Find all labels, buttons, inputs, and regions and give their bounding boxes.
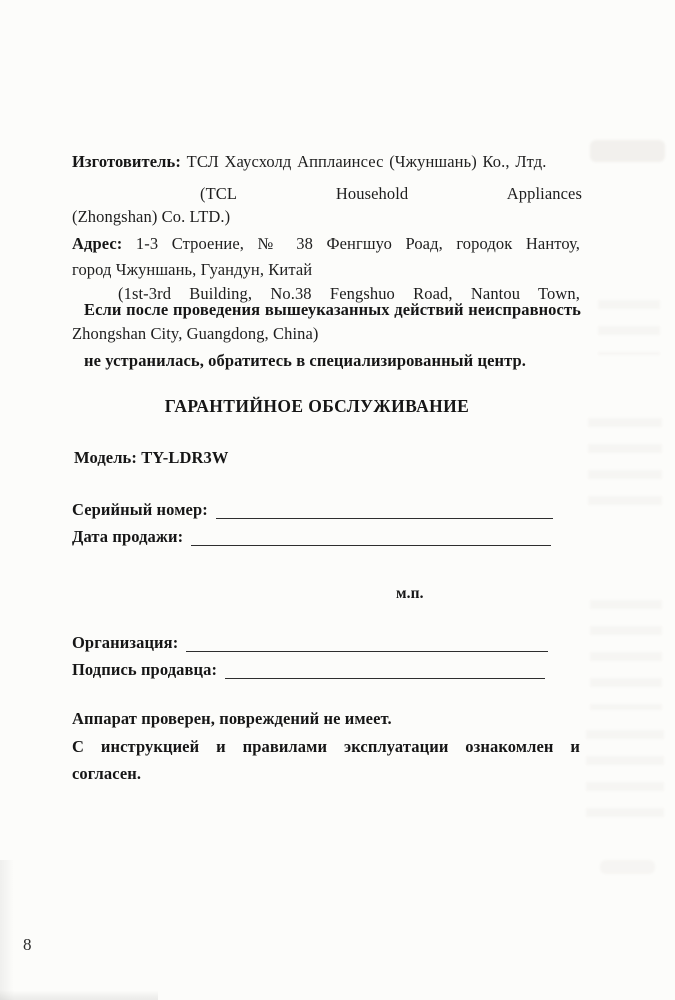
scan-edge-shading-bottom — [0, 990, 158, 1000]
sale-date-blank-line — [191, 524, 551, 546]
scan-artifact-bleed-right-3 — [590, 600, 662, 710]
agreement-line-1: С инструкцией и правилами эксплуатации ознакомлен и — [72, 737, 580, 756]
serial-number-blank-line — [216, 497, 553, 519]
model-label: Модель: — [74, 448, 142, 467]
organization-row — [72, 630, 548, 656]
organization-blank-line — [186, 630, 548, 652]
service-notice-line-2: не устранилась, обратитесь в специализированный центр. — [84, 351, 527, 370]
manufacturer-label: Изготовитель: — [72, 152, 187, 171]
address-label: Адрес: — [72, 234, 136, 253]
manufacturer-line-en-1: (TCL Household Appliances — [200, 184, 582, 203]
sale-date-row — [72, 524, 551, 550]
model-value: TY-LDR3W — [141, 448, 229, 467]
seller-signature-row — [72, 657, 545, 683]
scan-artifact-bleed-right-5 — [600, 860, 655, 874]
address-line-en-1: (1st-3rd Building, No.38 Fengshuo Road, Nantou Town, — [118, 284, 580, 303]
manufacturer-name-ru: ТСЛ Хаусхолд Апплаинсес (Чжуншань) Ко., Лтд. — [186, 152, 547, 171]
manufacturer-line-ru — [72, 149, 585, 175]
inspection-line: Аппарат проверен, повреждений не имеет. — [72, 709, 392, 728]
service-notice-line-1: Если после проведения вышеуказанных действий неисправность — [84, 300, 581, 319]
scan-artifact-bleed-right-1 — [598, 300, 660, 355]
manufacturer-line-en-2: (Zhongshan) Co. LTD.) — [72, 207, 231, 226]
address-ru-1: 1-3 Строение, № 38 Фенгшуо Роад, городок Нантоу, — [135, 234, 580, 253]
seller-signature-label: Подпись продавца: — [72, 660, 218, 679]
stamp-placeholder: м.п. — [396, 585, 424, 602]
organization-label: Организация: — [72, 633, 179, 652]
page-number: 8 — [23, 935, 32, 954]
serial-number-row — [72, 497, 553, 523]
serial-number-label: Серийный номер: — [72, 500, 208, 519]
seller-signature-blank-line — [225, 657, 545, 679]
agreement-line-2: согласен. — [72, 764, 142, 783]
address-line-en-2: Zhongshan City, Guangdong, China) — [72, 324, 319, 343]
address-line-ru-1 — [72, 231, 580, 257]
warranty-section-heading: ГАРАНТИЙНОЕ ОБСЛУЖИВАНИЕ — [164, 396, 470, 416]
scan-edge-shading-left — [0, 860, 14, 1000]
scan-artifact-bleed-right-2 — [588, 418, 662, 508]
scan-artifact-bleed-top-right — [590, 140, 665, 162]
model-line — [74, 445, 229, 471]
scan-artifact-bleed-right-4 — [586, 730, 664, 825]
sale-date-label: Дата продажи: — [72, 527, 184, 546]
address-line-ru-2: город Чжуншань, Гуандун, Китай — [72, 260, 313, 279]
